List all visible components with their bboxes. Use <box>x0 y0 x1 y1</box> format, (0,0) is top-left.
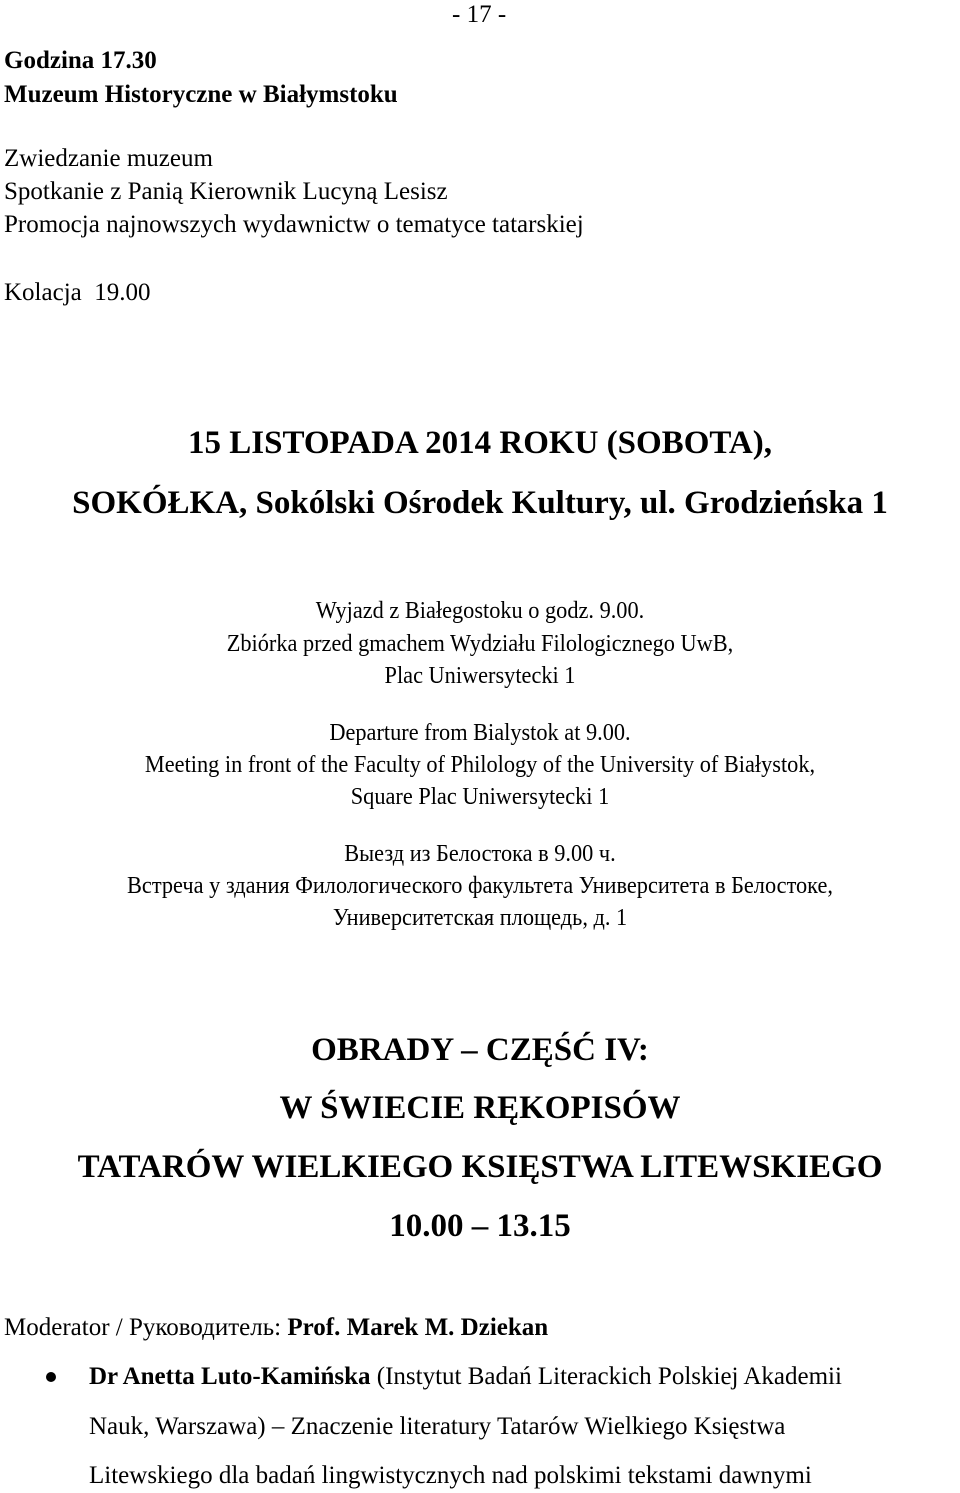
evening-item-museum-tour: Zwiedzanie muzeum <box>4 145 213 172</box>
session-title-line3: TATARÓW WIELKIEGO KSIĘSTWA LITEWSKIEGO <box>77 1149 883 1185</box>
departure-pl-line3: Plac Uniwersytecki 1 <box>384 663 576 689</box>
session-title-line1: OBRADY – CZĘŚĆ IV: <box>311 1032 649 1068</box>
moderator-label: Moderator / Руководитель: <box>4 1314 288 1341</box>
departure-ru-line1: Выезд из Белостока в 9.00 ч. <box>344 841 616 867</box>
page-number: - 17 - <box>452 1 507 28</box>
evening-item-promotion: Promocja najnowszych wydawnictw o tematyce tatarskiej <box>4 211 584 238</box>
dinner-time: Kolacja 19.00 <box>4 279 151 306</box>
talk-affiliation: (Instytut Badań Literackich Polskiej Akademii <box>370 1363 842 1390</box>
day-place-heading: SOKÓŁKA, Sokólski Ośrodek Kultury, ul. Grodzieńska 1 <box>72 485 888 521</box>
day-date-heading: 15 LISTOPADA 2014 ROKU (SOBOTA), <box>188 425 772 461</box>
departure-en-line2: Meeting in front of the Faculty of Philology of the University of Białystok, <box>144 752 816 778</box>
evening-venue: Muzeum Historyczne w Białymstoku <box>4 81 398 108</box>
departure-pl-line1: Wyjazd z Białegostoku o godz. 9.00. <box>315 598 645 624</box>
departure-ru-line2: Встреча у здания Филологического факультета Университета в Белостоке, <box>127 873 833 899</box>
bullet-icon <box>46 1372 56 1382</box>
departure-en-line3: Square Plac Uniwersytecki 1 <box>350 784 610 810</box>
talk-speaker: Dr Anetta Luto-Kamińska <box>89 1363 371 1390</box>
moderator-name: Prof. Marek M. Dziekan <box>287 1314 549 1341</box>
session-title-line2: W ŚWIECIE RĘKOPISÓW <box>279 1090 681 1126</box>
talk-line3: Litewskiego dla badań lingwistycznych nad polskimi tekstami dawnymi <box>89 1462 812 1489</box>
evening-item-meeting: Spotkanie z Panią Kierownik Lucyną Lesisz <box>4 178 448 205</box>
departure-pl-line2: Zbiórka przed gmachem Wydziału Filologicznego UwB, <box>226 631 734 657</box>
departure-en-line1: Departure from Bialystok at 9.00. <box>329 720 631 746</box>
session-time-range: 10.00 – 13.15 <box>389 1208 571 1244</box>
talk-line2: Nauk, Warszawa) – Znaczenie literatury Tatarów Wielkiego Księstwa <box>89 1413 786 1440</box>
evening-time: Godzina 17.30 <box>4 47 157 74</box>
talk-line1 <box>89 1362 842 1392</box>
departure-ru-line3: Университетская площедь, д. 1 <box>332 905 628 931</box>
moderator-line <box>4 1313 548 1343</box>
